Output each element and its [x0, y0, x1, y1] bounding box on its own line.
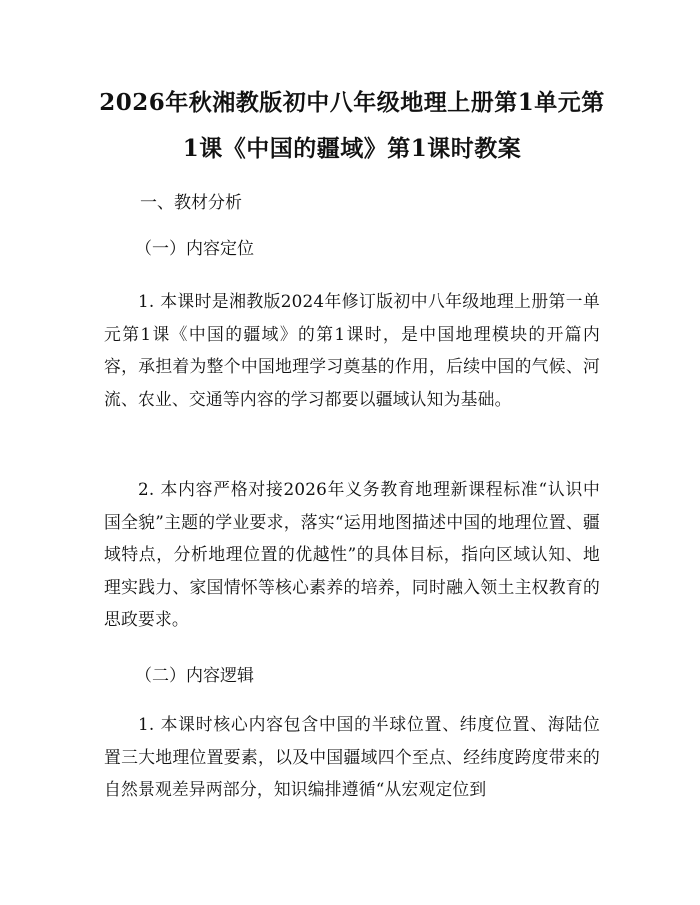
section-heading-textbook-analysis: 一、教材分析 [140, 193, 242, 213]
paragraph-logic-1: 1. 本课时核心内容包含中国的半球位置、纬度位置、海陆位置三大地理位置要素，以及中国疆域四个至点、经纬度跨度带来的自然景观差异两部分，知识编排遵循“从宏观定位到 [104, 714, 600, 799]
subsection-heading-content-positioning: （一）内容定位 [135, 239, 254, 259]
paragraph-positioning-2: 2. 本内容严格对接2026年义务教育地理新课程标准“认识中国全貌”主题的学业要求，落实“运用地图描述中国的地理位置、疆域特点，分析地理位置的优越性”的具体目标，指向区域认知、地理实践力、家国情怀等核心素养的培养，同时融入领土主权教育的思政要求。 [104, 479, 600, 629]
subsection-heading-content-logic: （二）内容逻辑 [135, 666, 254, 686]
paragraph-positioning-1: 1. 本课时是湘教版2024年修订版初中八年级地理上册第一单元第1课《中国的疆域》的第1课时，是中国地理模块的开篇内容，承担着为整个中国地理学习奠基的作用，后续中国的气候、河流、农业、交通等内容的学习都要以疆域认知为基础。 [104, 291, 600, 409]
document-title: 2026年秋湘教版初中八年级地理上册第1单元第1课《中国的疆域》第1课时教案 [99, 89, 605, 162]
